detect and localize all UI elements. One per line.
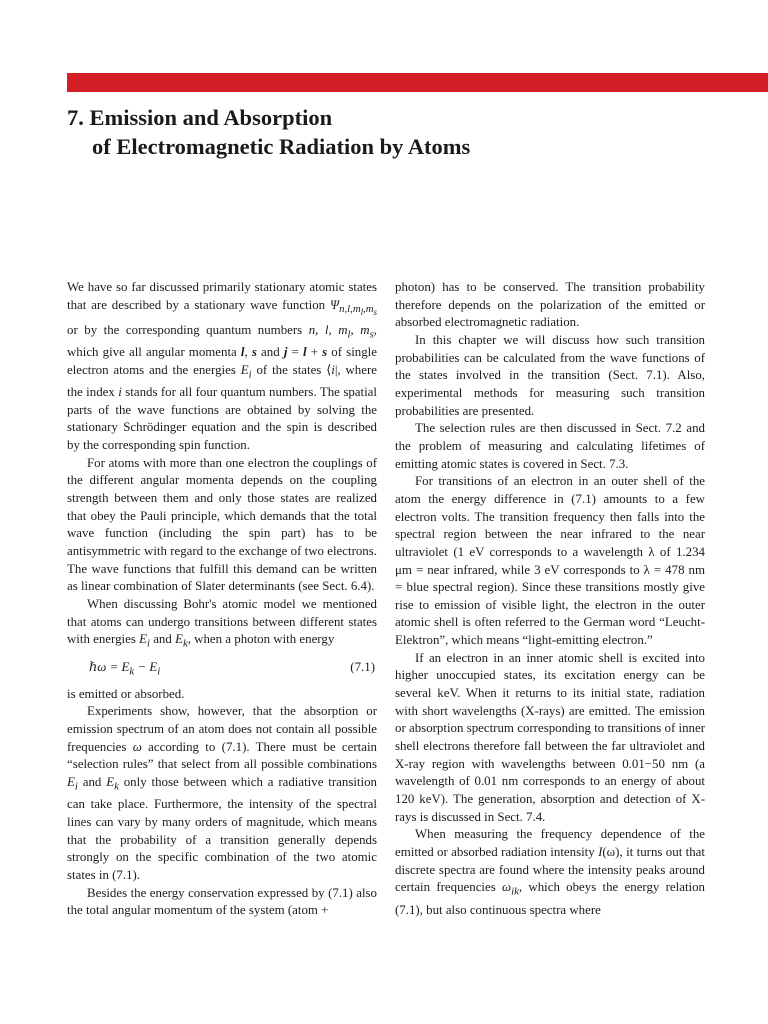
paragraph: For atoms with more than one electron the couplings of the different angular momenta depends on the coupling strength between them and only those states are realized that obey the Pauli principle, which demands that the total wave function (including the spin part) has to be antisymmetric with regard to the exchange of two electrons. The wave functions that fulfill this demand can be written as linear combination of Slater determinants (see Sect. 6.4). <box>67 455 377 594</box>
paragraph: When discussing Bohr's atomic model we mentioned that atoms can undergo transitions between different states with energies $E_i$ and $E_k$, when a photon with energy <box>67 597 377 650</box>
equation-7-1 <box>67 659 377 681</box>
paragraph: is emitted or absorbed. <box>67 686 185 701</box>
paragraph: For transitions of an electron in an outer shell of the atom the energy difference in (7.1) amounts to a few electron volts. The transition frequency then falls into the spectral region between the near infrared to the near ultraviolet (1 eV corresponds to a wavelength λ of 1.234 μm = near infrared, while 3 eV corresponds to λ = 478 nm = blue spectral region). Since these transitions mostly give rise to emission of visible light, the electron in the outer atomic shell is often referred to the German word “Leucht-Elektron”, which means “light-emitting electron.” <box>395 474 705 648</box>
paragraph: The selection rules are then discussed in Sect. 7.2 and the problem of measuring and calculating lifetimes of emitting atomic states is covered in Sect. 7.3. <box>395 421 705 471</box>
paragraph: When measuring the frequency dependence of the emitted or absorbed radiation intensity I(ω), it turns out that discrete spectra are found where the intensity peaks around certain frequencies $\omega_{ik}$, which obeys the energy relation (7.1), but also continuous spectra where <box>395 827 705 917</box>
right-column <box>395 279 705 919</box>
chapter-title-line-2: of Electromagnetic Radiation by Atoms <box>92 134 471 159</box>
equation-body: ℏω = $E_k - E_i$ <box>89 659 161 678</box>
left-column <box>67 279 377 920</box>
paragraph: If an electron in an inner atomic shell is excited into higher unoccupied states, its excitation energy can be several keV. When it returns to its initial state, radiation with short wavelengths (X-rays) are emitted. The emission or absorption spectrum corresponding to transitions of inner shell electrons therefore fall between the far ultraviolet and X-ray region with wavelengths between 0.01−50 nm (a wavelength of 0.01 nm corresponds to an energy of about 120 keV). The generation, absorption and detection of X-rays is discussed in Sect. 7.4. <box>395 650 705 824</box>
equation-number: (7.1) <box>350 659 375 674</box>
paragraph: We have so far discussed primarily stationary atomic states that are described by a stationary wave function $\Psi_{n,l,m_l,m_s}$ or by the corresponding quantum numbers n, l, $m_l$, $m_s$, which give all angular momenta l, s and j = l + s of single electron atoms and the energies $E_i$ of the states ⟨i|, where the index i stands for all four quantum numbers. The spatial parts of the wave functions are obtained by solving the stationary Schrödinger equation and the spin is described by the corresponding spin function. <box>67 280 377 453</box>
chapter-title <box>67 103 470 161</box>
chapter-header-bar <box>67 73 768 92</box>
paragraph: In this chapter we will discuss how such transition probabilities can be calculated from the wave functions of the states involved in the transition (Sect. 7.1). Also, experimental methods for measuring such transition probabilities are presented. <box>395 332 705 418</box>
paragraph: Besides the energy conservation expressed by (7.1) also the total angular momentum of the system (atom + <box>67 885 377 918</box>
chapter-title-line-1: 7. Emission and Absorption <box>67 105 333 130</box>
paragraph: Experiments show, however, that the absorption or emission spectrum of an atom does not contain all possible frequencies ω according to (7.1). There must be certain “selection rules” that select from all possible combinations $E_i$ and $E_k$ only those between which a radiative transition can take place. Furthermore, the intensity of the spectral lines can vary by many orders of magnitude, which means that the probability of a transition generally depends strongly on the specific combination of the two atomic states in (7.1). <box>67 704 377 882</box>
paragraph: photon) has to be conserved. The transition probability therefore depends on the polarization of the emitted or absorbed electromagnetic radiation. <box>395 280 705 330</box>
